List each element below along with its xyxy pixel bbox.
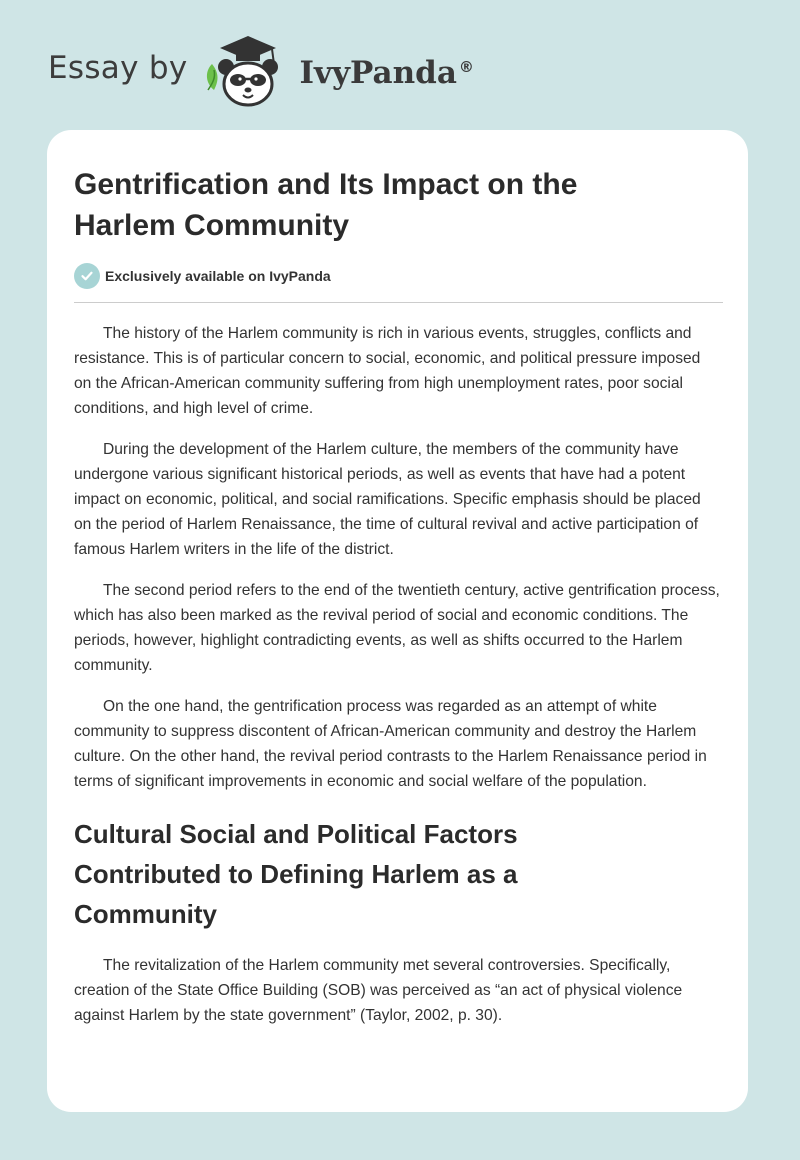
section-heading: Cultural Social and Political Factors Contributed to Defining Harlem as a Community xyxy=(74,819,518,929)
paragraph: On the one hand, the gentrification process was regarded as an attempt of white community to suppress discontent of African-American community and destroy the Harlem culture. On the other hand, the revival period contrasts to the Harlem Renaissance period in terms of significant improvements in economic and social welfare of the population. xyxy=(74,698,707,790)
badge-label: Exclusively available on IvyPanda xyxy=(105,268,331,284)
essay-card xyxy=(47,130,748,1112)
essay-by-label: Essay by xyxy=(48,50,188,86)
check-icon xyxy=(74,263,100,289)
panda-graduate-icon[interactable] xyxy=(202,34,294,110)
paragraph: The revitalization of the Harlem community met several controversies. Specifically, creation of the State Office Building (SOB) was perceived as “an act of physical violence against Harlem by the state government” (Taylor, 2002, p. 30). xyxy=(74,957,683,1024)
registered-mark: ® xyxy=(458,57,474,76)
paragraph: The second period refers to the end of the twentieth century, active gentrification process, which has also been marked as the revival period of social and economic conditions. The periods, however, highlight contradicting events, as well as shifts occurred to the Harlem community. xyxy=(74,582,720,674)
page-title: Gentrification and Its Impact on the Harlem Community xyxy=(74,168,578,242)
site-header xyxy=(48,34,474,110)
brand-name[interactable]: IvyPanda ® xyxy=(299,55,474,91)
divider xyxy=(74,302,723,303)
essay-body xyxy=(74,321,721,1028)
paragraph: During the development of the Harlem culture, the members of the community have undergone various significant historical periods, as well as events that have had a potent impact on economic, political, and social ramifications. Specific emphasis should be placed on the period of Harlem Renaissance, the time of cultural revival and active participation of famous Harlem writers in the life of the district. xyxy=(74,441,701,558)
exclusive-badge xyxy=(74,262,721,290)
paragraph: The history of the Harlem community is rich in various events, struggles, conflicts and resistance. This is of particular concern to social, economic, and political pressure imposed on the African-American community suffering from high unemployment rates, poor social conditions, and high level of crime. xyxy=(74,325,701,417)
